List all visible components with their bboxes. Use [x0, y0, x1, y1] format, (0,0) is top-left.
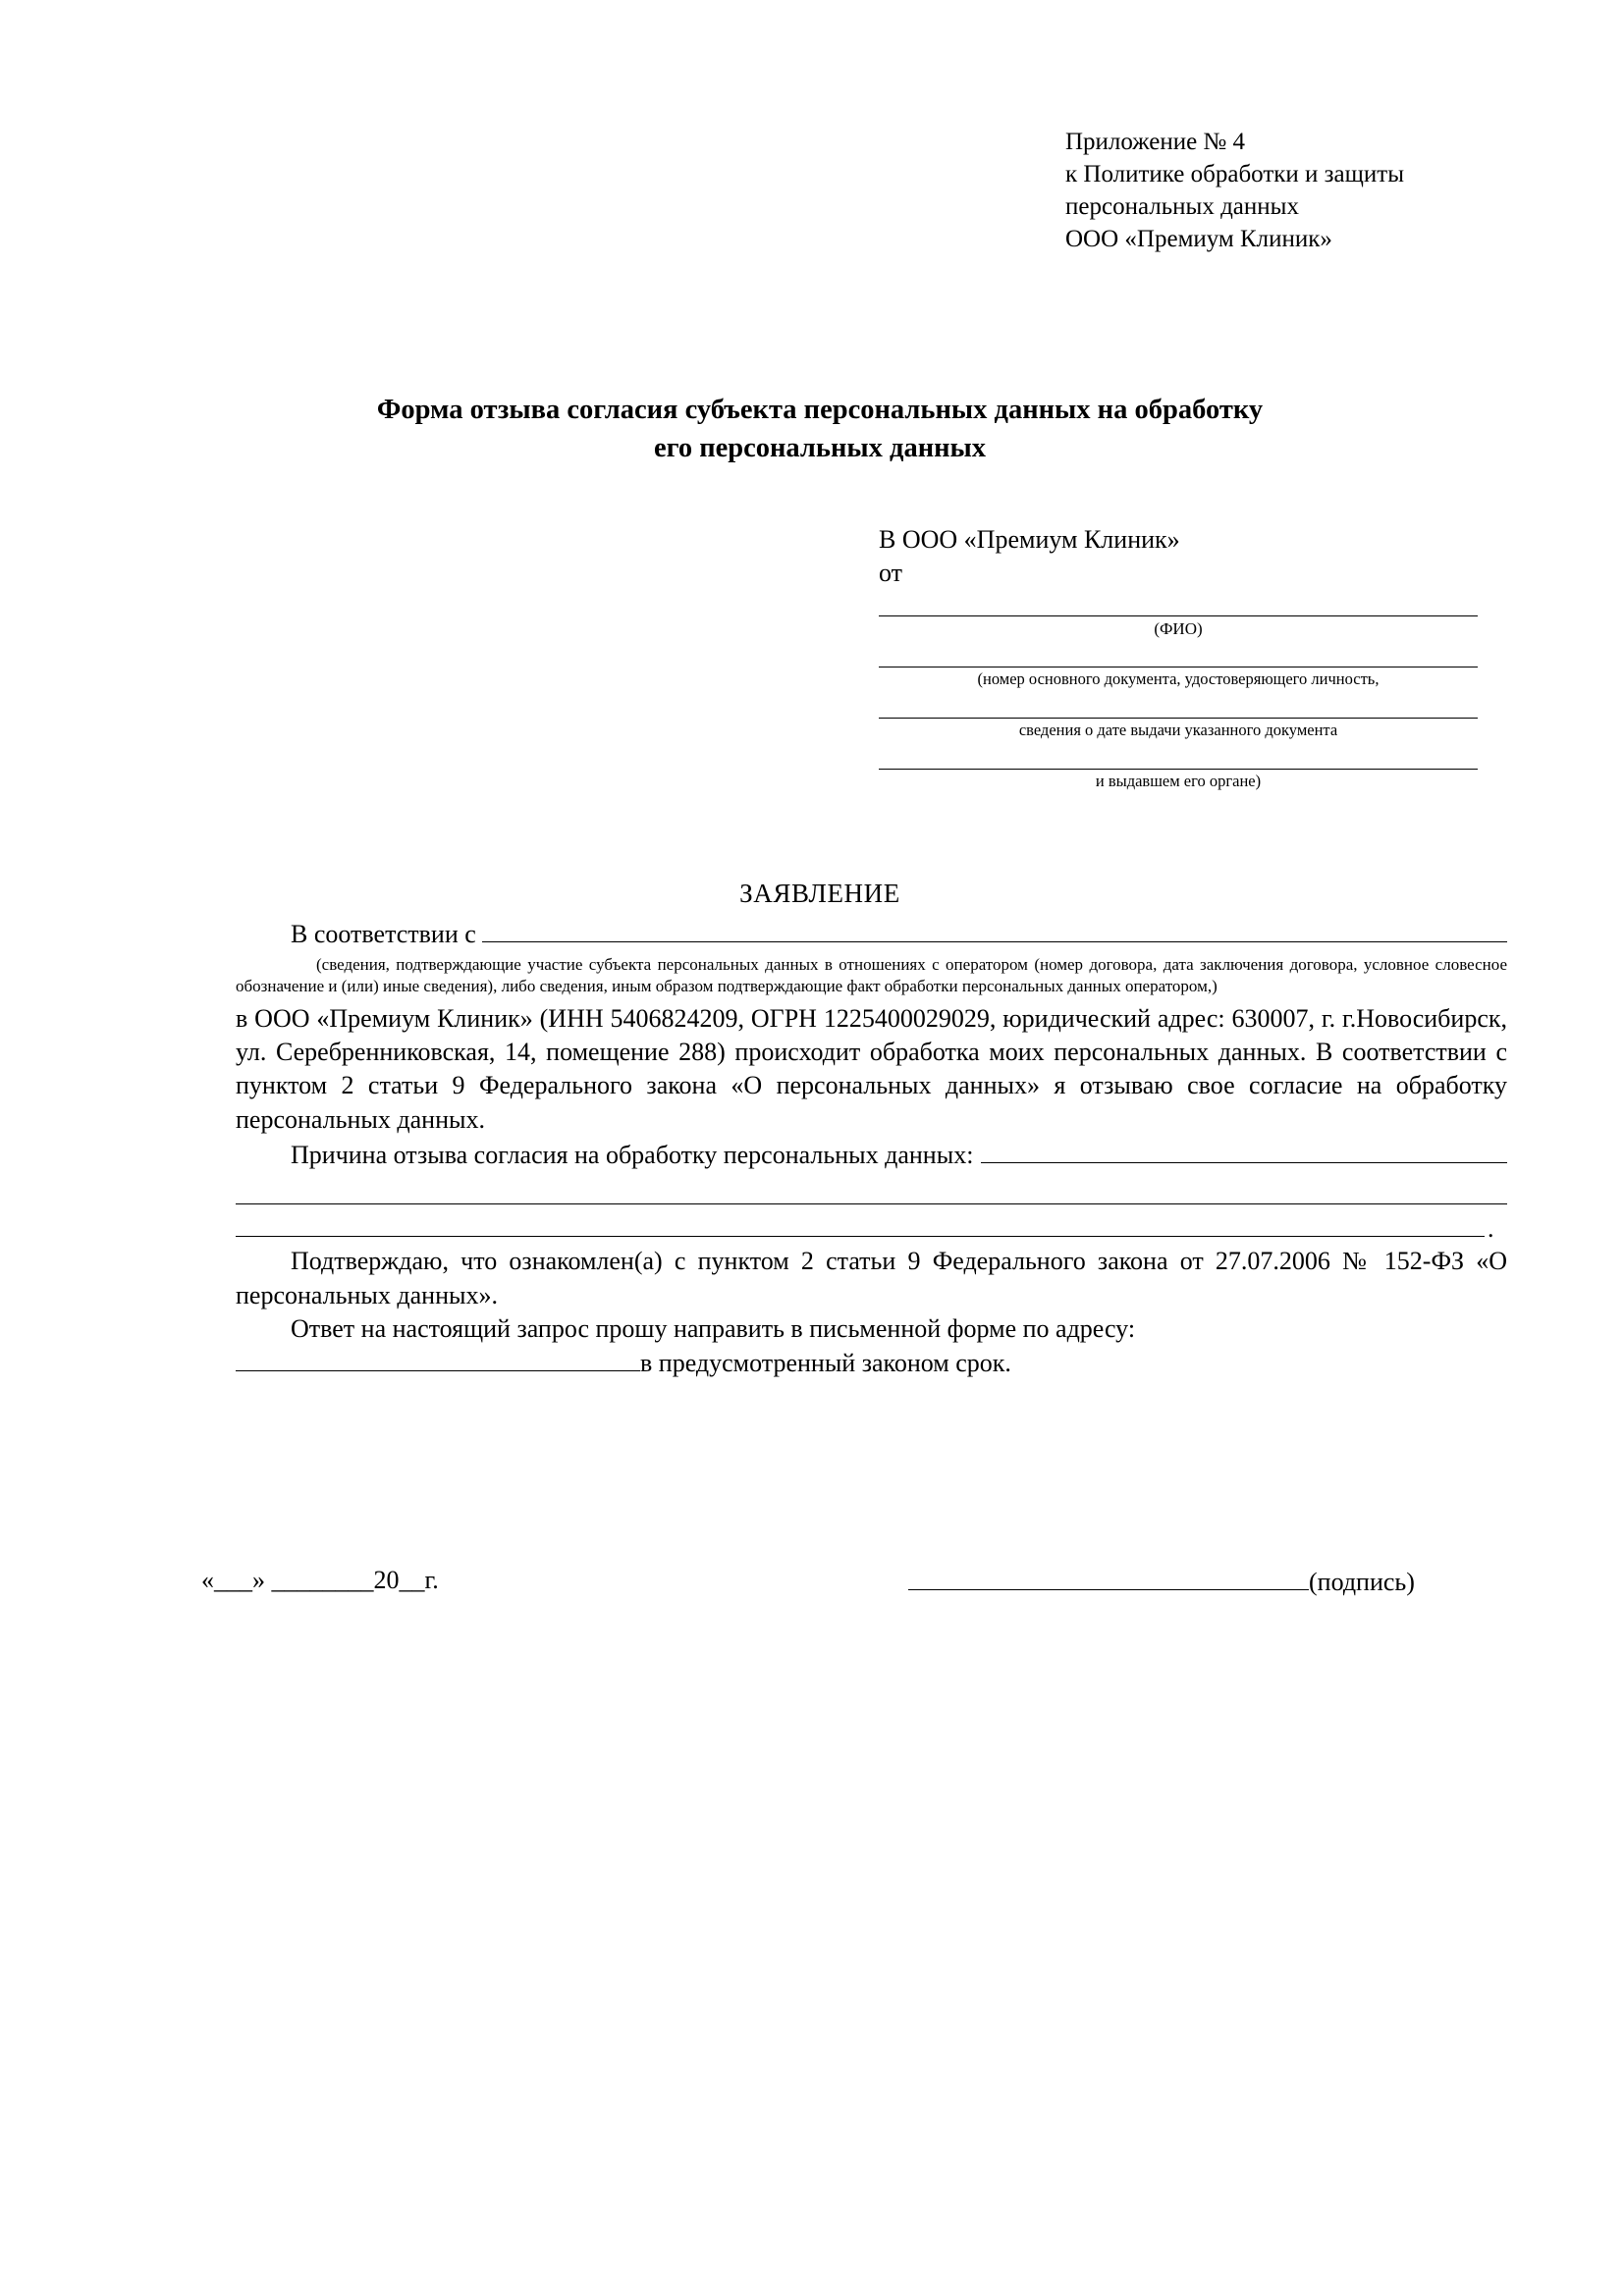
reason-row-3: [236, 1204, 1507, 1246]
reason-row: [236, 1139, 1507, 1172]
confirmation-paragraph: Подтверждаю, что ознакомлен(а) с пунктом 2 статьи 9 Федерального закона от 27.07.2006 № 152-ФЗ «О персональных данных».: [236, 1247, 1507, 1309]
operator-paragraph: в ООО «Премиум Клиник» (ИНН 5406824209, ОГРН 1225400029029, юридический адрес: 630007, г. г.Новосибирск, ул. Серебренниковская, 14, помещение 288) происходит обработка моих персональных данных. В соответствии с пунктом 2 статьи 9 Федерального закона «О персональных данных» я отзываю свое согласие на обработку персональных данных.: [236, 1003, 1507, 1134]
appendix-header: [1065, 126, 1527, 255]
signature-caption: (подпись): [1309, 1568, 1415, 1596]
page-title-line-1: Форма отзыва согласия субъекта персональных данных на обработку: [376, 395, 1264, 425]
document-number-input[interactable]: [879, 641, 1478, 667]
appendix-header-line-1: Приложение № 4: [1065, 129, 1246, 155]
document-date-field-group: [879, 692, 1478, 741]
reason-input-1[interactable]: [981, 1142, 1507, 1163]
issuing-authority-input[interactable]: [879, 743, 1478, 770]
in-accordance-note: [236, 954, 1507, 997]
issuing-authority-field-group: [879, 743, 1478, 792]
reason-input-2[interactable]: [236, 1172, 1507, 1204]
in-accordance-note-text: (сведения, подтверждающие участие субъекта персональных данных в отношениях с оператором (номер договора, дата заключения договора, условное словесное обозначение и (или) иные сведения), либо сведения, иным образом подтверждающие факт обработки персональных данных оператором,): [236, 954, 1507, 995]
reason-label: Причина отзыва согласия на обработку персональных данных:: [291, 1140, 974, 1169]
fio-caption: (ФИО): [1154, 619, 1203, 638]
appendix-header-line-4: ООО «Премиум Клиник»: [1065, 226, 1332, 252]
page-title: [236, 391, 1404, 468]
signature-field-group: [908, 1566, 1415, 1597]
appendix-header-line-3: персональных данных: [1065, 193, 1299, 220]
reply-address-tail: в предусмотренный законом срок.: [640, 1348, 1011, 1377]
reason-period: .: [1488, 1213, 1494, 1243]
statement-body: [236, 918, 1507, 1380]
document-number-caption: (номер основного документа, удостоверяющего личность,: [977, 669, 1380, 689]
reply-request-paragraph: Ответ на настоящий запрос прошу направить в письменной форме по адресу:: [291, 1313, 1136, 1343]
reply-address-input[interactable]: [236, 1347, 640, 1371]
date-field[interactable]: «___» ________20__г.: [201, 1566, 439, 1594]
issuing-authority-caption: и выдавшем его органе): [1095, 771, 1262, 790]
document-number-field-group: [879, 641, 1478, 690]
addressee-block: [879, 525, 1478, 791]
in-accordance-label: В соответствии с: [291, 920, 476, 948]
reason-input-3[interactable]: [236, 1204, 1485, 1237]
reply-address-row: [236, 1347, 1507, 1380]
statement-heading: ЗАЯВЛЕНИЕ: [739, 879, 900, 908]
document-date-input[interactable]: [879, 692, 1478, 719]
addressee-organization: В ООО «Премиум Клиник»: [879, 525, 1180, 554]
addressee-from-label: от: [879, 559, 903, 587]
in-accordance-row: [236, 918, 1507, 951]
page-title-line-2: его персональных данных: [653, 433, 987, 464]
document-date-caption: сведения о дате выдачи указанного документа: [1018, 720, 1338, 739]
fio-input[interactable]: [879, 590, 1478, 616]
appendix-header-line-2: к Политике обработки и защиты: [1065, 161, 1405, 187]
signature-input[interactable]: [908, 1566, 1309, 1590]
in-accordance-input[interactable]: [482, 921, 1507, 942]
fio-field-group: [879, 590, 1478, 639]
